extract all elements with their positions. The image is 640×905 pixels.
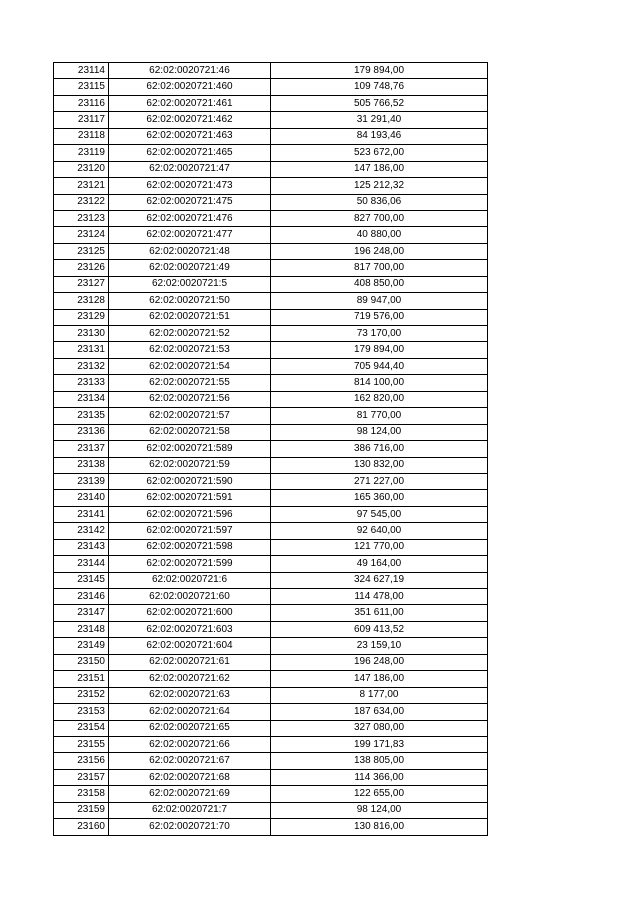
table-row — [54, 819, 488, 835]
value-cell: 196 248,00 — [271, 654, 488, 670]
value-cell: 165 360,00 — [271, 490, 488, 506]
table-row — [54, 605, 488, 621]
value-cell: 719 576,00 — [271, 309, 488, 325]
table-row — [54, 194, 488, 210]
table-row — [54, 178, 488, 194]
value-cell: 109 748,76 — [271, 79, 488, 95]
table-row — [54, 523, 488, 539]
row-number-cell: 23129 — [54, 309, 109, 325]
cadastral-number-cell: 62:02:0020721:49 — [109, 260, 271, 276]
row-number-cell: 23116 — [54, 95, 109, 111]
cadastral-number-cell: 62:02:0020721:63 — [109, 687, 271, 703]
row-number-cell: 23142 — [54, 523, 109, 539]
row-number-cell: 23134 — [54, 391, 109, 407]
table-row — [54, 572, 488, 588]
table-row — [54, 654, 488, 670]
table-row — [54, 63, 488, 79]
value-cell: 98 124,00 — [271, 424, 488, 440]
table-row — [54, 309, 488, 325]
value-cell: 162 820,00 — [271, 391, 488, 407]
row-number-cell: 23145 — [54, 572, 109, 588]
cadastral-number-cell: 62:02:0020721:7 — [109, 802, 271, 818]
value-cell: 122 655,00 — [271, 786, 488, 802]
row-number-cell: 23136 — [54, 424, 109, 440]
cadastral-number-cell: 62:02:0020721:596 — [109, 506, 271, 522]
table-row — [54, 441, 488, 457]
cadastral-number-cell: 62:02:0020721:599 — [109, 556, 271, 572]
table-row — [54, 79, 488, 95]
table-row — [54, 210, 488, 226]
table-row — [54, 753, 488, 769]
value-cell: 130 816,00 — [271, 819, 488, 835]
table-row — [54, 539, 488, 555]
cadastral-number-cell: 62:02:0020721:69 — [109, 786, 271, 802]
cadastral-number-cell: 62:02:0020721:591 — [109, 490, 271, 506]
row-number-cell: 23144 — [54, 556, 109, 572]
table-row — [54, 506, 488, 522]
row-number-cell: 23123 — [54, 210, 109, 226]
value-cell: 187 634,00 — [271, 704, 488, 720]
table-row — [54, 161, 488, 177]
value-cell: 609 413,52 — [271, 621, 488, 637]
row-number-cell: 23133 — [54, 375, 109, 391]
cadastral-number-cell: 62:02:0020721:65 — [109, 720, 271, 736]
row-number-cell: 23158 — [54, 786, 109, 802]
row-number-cell: 23137 — [54, 441, 109, 457]
row-number-cell: 23156 — [54, 753, 109, 769]
cadastral-number-cell: 62:02:0020721:589 — [109, 441, 271, 457]
table-row — [54, 457, 488, 473]
value-cell: 324 627,19 — [271, 572, 488, 588]
cadastral-number-cell: 62:02:0020721:590 — [109, 473, 271, 489]
table-row — [54, 638, 488, 654]
value-cell: 130 832,00 — [271, 457, 488, 473]
row-number-cell: 23130 — [54, 326, 109, 342]
value-cell: 147 186,00 — [271, 671, 488, 687]
cadastral-number-cell: 62:02:0020721:67 — [109, 753, 271, 769]
row-number-cell: 23117 — [54, 112, 109, 128]
value-cell: 84 193,46 — [271, 128, 488, 144]
table-row — [54, 276, 488, 292]
row-number-cell: 23146 — [54, 589, 109, 605]
cadastral-number-cell: 62:02:0020721:604 — [109, 638, 271, 654]
cadastral-number-cell: 62:02:0020721:52 — [109, 326, 271, 342]
row-number-cell: 23139 — [54, 473, 109, 489]
cadastral-number-cell: 62:02:0020721:64 — [109, 704, 271, 720]
cadastral-number-cell: 62:02:0020721:600 — [109, 605, 271, 621]
cadastral-number-cell: 62:02:0020721:461 — [109, 95, 271, 111]
value-cell: 97 545,00 — [271, 506, 488, 522]
row-number-cell: 23153 — [54, 704, 109, 720]
table-row — [54, 128, 488, 144]
row-number-cell: 23114 — [54, 63, 109, 79]
row-number-cell: 23131 — [54, 342, 109, 358]
value-cell: 121 770,00 — [271, 539, 488, 555]
cadastral-number-cell: 62:02:0020721:47 — [109, 161, 271, 177]
row-number-cell: 23138 — [54, 457, 109, 473]
value-cell: 147 186,00 — [271, 161, 488, 177]
cadastral-number-cell: 62:02:0020721:476 — [109, 210, 271, 226]
cadastral-number-cell: 62:02:0020721:54 — [109, 358, 271, 374]
table-row — [54, 227, 488, 243]
table-row — [54, 243, 488, 259]
table-row — [54, 424, 488, 440]
table-row — [54, 671, 488, 687]
table-row — [54, 802, 488, 818]
value-cell: 98 124,00 — [271, 802, 488, 818]
value-cell: 179 894,00 — [271, 63, 488, 79]
value-cell: 50 836,06 — [271, 194, 488, 210]
table-row — [54, 391, 488, 407]
table-row — [54, 556, 488, 572]
row-number-cell: 23155 — [54, 736, 109, 752]
cadastral-number-cell: 62:02:0020721:51 — [109, 309, 271, 325]
cadastral-number-cell: 62:02:0020721:58 — [109, 424, 271, 440]
table-row — [54, 408, 488, 424]
table-row — [54, 145, 488, 161]
row-number-cell: 23127 — [54, 276, 109, 292]
row-number-cell: 23140 — [54, 490, 109, 506]
cadastral-number-cell: 62:02:0020721:48 — [109, 243, 271, 259]
table-row — [54, 260, 488, 276]
value-cell: 114 478,00 — [271, 589, 488, 605]
row-number-cell: 23147 — [54, 605, 109, 621]
cadastral-number-cell: 62:02:0020721:59 — [109, 457, 271, 473]
value-cell: 196 248,00 — [271, 243, 488, 259]
data-table — [53, 62, 488, 836]
value-cell: 271 227,00 — [271, 473, 488, 489]
cadastral-number-cell: 62:02:0020721:56 — [109, 391, 271, 407]
row-number-cell: 23126 — [54, 260, 109, 276]
cadastral-number-cell: 62:02:0020721:475 — [109, 194, 271, 210]
table-row — [54, 621, 488, 637]
value-cell: 40 880,00 — [271, 227, 488, 243]
value-cell: 73 170,00 — [271, 326, 488, 342]
value-cell: 523 672,00 — [271, 145, 488, 161]
value-cell: 327 080,00 — [271, 720, 488, 736]
cadastral-number-cell: 62:02:0020721:598 — [109, 539, 271, 555]
row-number-cell: 23148 — [54, 621, 109, 637]
row-number-cell: 23154 — [54, 720, 109, 736]
cadastral-number-cell: 62:02:0020721:462 — [109, 112, 271, 128]
row-number-cell: 23115 — [54, 79, 109, 95]
row-number-cell: 23159 — [54, 802, 109, 818]
value-cell: 89 947,00 — [271, 293, 488, 309]
table-row — [54, 786, 488, 802]
value-cell: 81 770,00 — [271, 408, 488, 424]
table-row — [54, 358, 488, 374]
row-number-cell: 23128 — [54, 293, 109, 309]
cadastral-number-cell: 62:02:0020721:477 — [109, 227, 271, 243]
cadastral-number-cell: 62:02:0020721:5 — [109, 276, 271, 292]
table-row — [54, 293, 488, 309]
value-cell: 827 700,00 — [271, 210, 488, 226]
table-body — [54, 63, 488, 836]
table-row — [54, 112, 488, 128]
row-number-cell: 23143 — [54, 539, 109, 555]
table-row — [54, 704, 488, 720]
value-cell: 408 850,00 — [271, 276, 488, 292]
value-cell: 31 291,40 — [271, 112, 488, 128]
table-row — [54, 720, 488, 736]
cadastral-number-cell: 62:02:0020721:597 — [109, 523, 271, 539]
value-cell: 705 944,40 — [271, 358, 488, 374]
row-number-cell: 23152 — [54, 687, 109, 703]
row-number-cell: 23141 — [54, 506, 109, 522]
table-row — [54, 687, 488, 703]
cadastral-number-cell: 62:02:0020721:6 — [109, 572, 271, 588]
value-cell: 505 766,52 — [271, 95, 488, 111]
row-number-cell: 23157 — [54, 769, 109, 785]
value-cell: 49 164,00 — [271, 556, 488, 572]
cadastral-number-cell: 62:02:0020721:62 — [109, 671, 271, 687]
cadastral-number-cell: 62:02:0020721:473 — [109, 178, 271, 194]
row-number-cell: 23122 — [54, 194, 109, 210]
row-number-cell: 23118 — [54, 128, 109, 144]
table-row — [54, 95, 488, 111]
cadastral-number-cell: 62:02:0020721:68 — [109, 769, 271, 785]
value-cell: 125 212,32 — [271, 178, 488, 194]
table-row — [54, 473, 488, 489]
row-number-cell: 23125 — [54, 243, 109, 259]
row-number-cell: 23151 — [54, 671, 109, 687]
table-row — [54, 375, 488, 391]
cadastral-number-cell: 62:02:0020721:57 — [109, 408, 271, 424]
row-number-cell: 23149 — [54, 638, 109, 654]
value-cell: 114 366,00 — [271, 769, 488, 785]
value-cell: 814 100,00 — [271, 375, 488, 391]
value-cell: 8 177,00 — [271, 687, 488, 703]
cadastral-number-cell: 62:02:0020721:61 — [109, 654, 271, 670]
table-row — [54, 490, 488, 506]
row-number-cell: 23121 — [54, 178, 109, 194]
cadastral-number-cell: 62:02:0020721:460 — [109, 79, 271, 95]
table-row — [54, 736, 488, 752]
value-cell: 138 805,00 — [271, 753, 488, 769]
row-number-cell: 23132 — [54, 358, 109, 374]
cadastral-number-cell: 62:02:0020721:53 — [109, 342, 271, 358]
value-cell: 92 640,00 — [271, 523, 488, 539]
table-row — [54, 769, 488, 785]
cadastral-number-cell: 62:02:0020721:70 — [109, 819, 271, 835]
table-row — [54, 326, 488, 342]
cadastral-number-cell: 62:02:0020721:66 — [109, 736, 271, 752]
row-number-cell: 23124 — [54, 227, 109, 243]
value-cell: 351 611,00 — [271, 605, 488, 621]
cadastral-number-cell: 62:02:0020721:463 — [109, 128, 271, 144]
row-number-cell: 23120 — [54, 161, 109, 177]
cadastral-number-cell: 62:02:0020721:55 — [109, 375, 271, 391]
row-number-cell: 23119 — [54, 145, 109, 161]
cadastral-number-cell: 62:02:0020721:46 — [109, 63, 271, 79]
cadastral-number-cell: 62:02:0020721:465 — [109, 145, 271, 161]
row-number-cell: 23160 — [54, 819, 109, 835]
value-cell: 179 894,00 — [271, 342, 488, 358]
cadastral-number-cell: 62:02:0020721:603 — [109, 621, 271, 637]
value-cell: 817 700,00 — [271, 260, 488, 276]
value-cell: 386 716,00 — [271, 441, 488, 457]
table-row — [54, 589, 488, 605]
table-row — [54, 342, 488, 358]
row-number-cell: 23150 — [54, 654, 109, 670]
cadastral-number-cell: 62:02:0020721:60 — [109, 589, 271, 605]
row-number-cell: 23135 — [54, 408, 109, 424]
value-cell: 199 171,83 — [271, 736, 488, 752]
cadastral-number-cell: 62:02:0020721:50 — [109, 293, 271, 309]
value-cell: 23 159,10 — [271, 638, 488, 654]
